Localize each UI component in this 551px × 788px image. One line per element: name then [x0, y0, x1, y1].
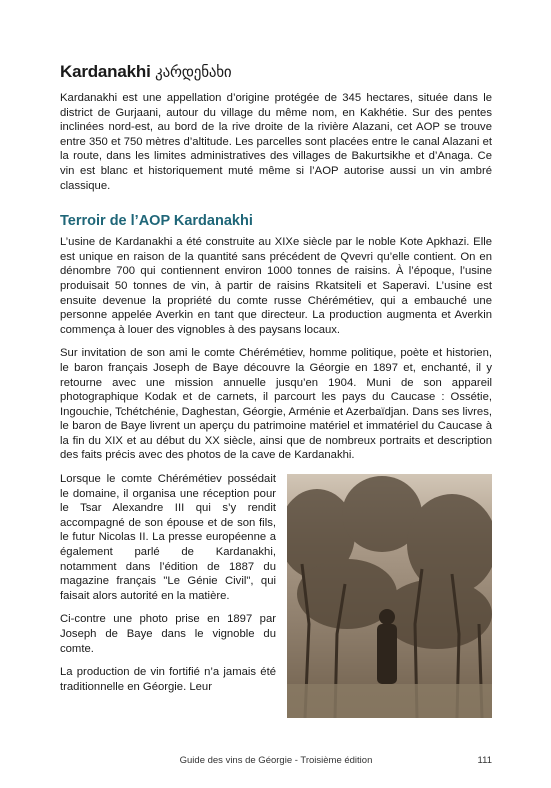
paragraph-2: Sur invitation de son ami le comte Chérémétiev, homme politique, poète et historien, le baron français Joseph de Baye découvre la Géorgie en 1897 et, enchanté, il y retourne avec une mission annuelle jusqu’en 1904. Muni de son appareil photographique Kodak et de carnets, il parcourt les pays du Caucase : Ossétie, Ingouchie, Tchétchénie, Daghestan, Géorgie, Arménie et Azerbaïdjan. Dans ses livres, le baron de Baye livrent un aperçu du patrimoine matériel et immatériel du Caucase à la fin du XIX et au début du XX siècle, ainsi que de nombreux portraits et description des faits précis avec des photos de la cave de Kardanakhi.: [60, 347, 492, 462]
paragraph-1: L’usine de Kardanakhi a été construite au XIXe siècle par le noble Kote Apkhazi. Elle est unique en raison de la quantité sans précédent de Qvevri qu’elle contient. On en dénombre 700 qui contiennent environ 1000 tonnes de raisins. À l’époque, l’usine produisait 50 tonnes de vin, à partir de raisins Rkatsiteli et Saperavi. L’usine est ensuite devenue la propriété du comte russe Chérémétiev, qui a embauché une personne appelée Averkin en tant que directeur. La production augmenta et Averkin commença à louer des vignobles à des paysans locaux.: [60, 236, 492, 336]
title-georgian: კარდენახი: [155, 63, 232, 81]
text-column: [60, 472, 276, 703]
intro-paragraph: Kardanakhi est une appellation d’origine protégée de 345 hectares, située dans le district de Gurjaani, autour du village du même nom, en Kakhétie. Sur des pentes inclinées nord-est, au bord de la rive droite de la rivière Alazani, cet AOP se trouve entre 350 et 750 mètres d’altitude. Les parcelles sont placées entre le canal Alazani et la route, dans les limites administratives des villages de Bakurtsikhe et d’Anaga. Ce vin est blanc et historiquement muté même si l’AOP autorise aussi un vin ambré classique.: [60, 92, 492, 192]
section-title: Terroir de l’AOP Kardanakhi: [60, 213, 253, 230]
text-photo-block: [60, 472, 492, 718]
vineyard-photo-drawing: [287, 474, 492, 718]
vineyard-photo: [287, 474, 492, 718]
page-title: [60, 62, 492, 82]
paragraph-5: La production de vin fortifié n’a jamais été traditionnelle en Géorgie. Leur: [60, 666, 276, 693]
footer-title: Guide des vins de Géorgie - Troisième édition: [179, 755, 373, 766]
title-latin: Kardanakhi: [60, 62, 151, 81]
page-content: [60, 62, 492, 718]
paragraph-3: Lorsque le comte Chérémétiev possédait le domaine, il organisa une réception pour le Tsar Alexandre III qui s’y rendit accompagné de son épouse et de son fils, le futur Nicolas II. La presse européenne a également parlé de Kardanakhi, notamment dans l’édition de 1887 du magazine français "Le Génie Civil", qui faisait alors autorité en la matière.: [60, 473, 276, 602]
page-number: 111: [477, 755, 492, 766]
paragraph-4: Ci-contre une photo prise en 1897 par Joseph de Baye dans le vignoble du comte.: [60, 613, 276, 655]
